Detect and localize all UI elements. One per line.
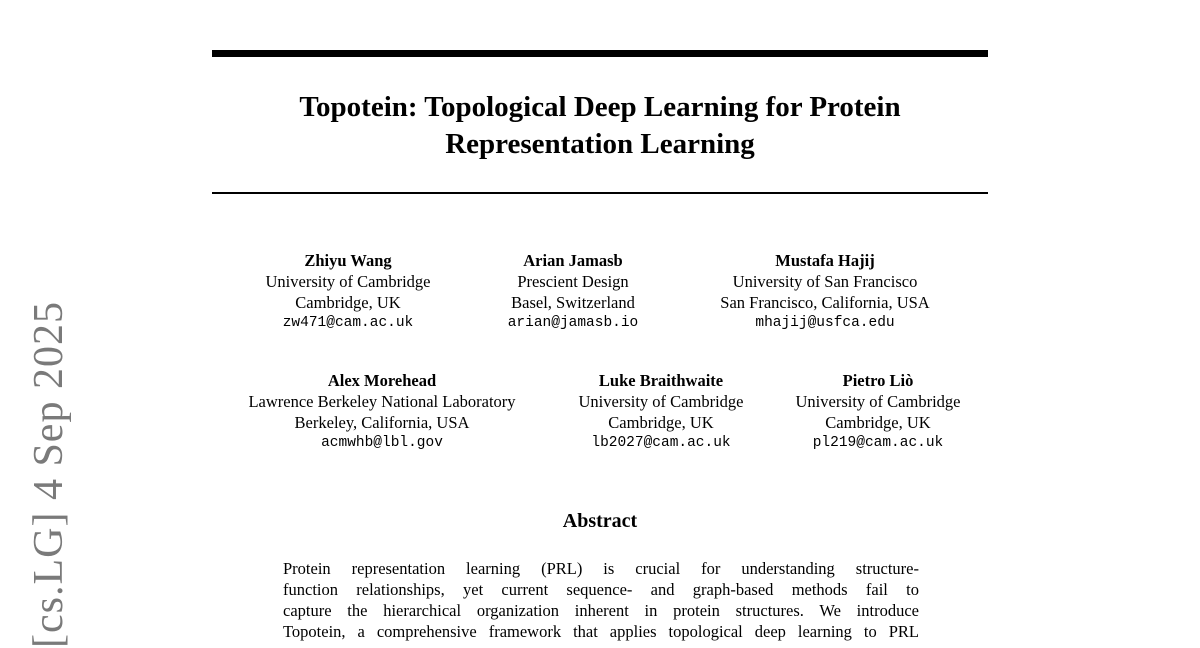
author-location: Cambridge, UK xyxy=(825,413,931,432)
author-name: Mustafa Hajij xyxy=(775,251,875,270)
abstract-heading: Abstract xyxy=(562,510,638,532)
abstract-line: capture the hierarchical organization inherent in protein structures. We introduce xyxy=(283,601,919,620)
author-name: Alex Morehead xyxy=(327,371,437,390)
author-location: Cambridge, UK xyxy=(608,413,714,432)
author-name: Pietro Liò xyxy=(842,371,914,390)
author-email[interactable]: arian@jamasb.io xyxy=(507,315,639,331)
abstract-body xyxy=(283,558,919,642)
author-affiliation: University of Cambridge xyxy=(795,392,961,411)
top-rule xyxy=(212,50,988,57)
author-name: Zhiyu Wang xyxy=(304,251,392,270)
author-name: Arian Jamasb xyxy=(523,251,623,270)
author-location: Basel, Switzerland xyxy=(511,293,635,312)
author-block xyxy=(248,370,515,454)
author-block xyxy=(266,250,431,334)
author-affiliation: Lawrence Berkeley National Laboratory xyxy=(248,392,516,411)
author-location: San Francisco, California, USA xyxy=(720,293,930,312)
abstract-line: Topotein, a comprehensive framework that applies topological deep learning to PRL xyxy=(283,622,919,641)
author-affiliation: University of San Francisco xyxy=(732,272,918,291)
author-block xyxy=(720,250,929,334)
author-email[interactable]: pl219@cam.ac.uk xyxy=(812,435,944,451)
title-line-1: Topotein: Topological Deep Learning for Protein xyxy=(299,91,901,123)
author-email[interactable]: zw471@cam.ac.uk xyxy=(282,315,414,331)
author-name: Luke Braithwaite xyxy=(598,371,724,390)
author-location: Berkeley, California, USA xyxy=(294,413,470,432)
author-block xyxy=(508,250,639,334)
author-email[interactable]: acmwhb@lbl.gov xyxy=(321,435,443,451)
author-location: Cambridge, UK xyxy=(295,293,401,312)
author-block xyxy=(796,370,961,454)
author-affiliation: Prescient Design xyxy=(517,272,629,291)
author-block xyxy=(579,370,744,454)
abstract-line: Protein representation learning (PRL) is crucial for understanding structure- xyxy=(283,559,919,578)
paper-title xyxy=(212,89,988,163)
author-email[interactable]: mhajij@usfca.edu xyxy=(755,315,895,331)
author-email[interactable]: lb2027@cam.ac.uk xyxy=(591,435,731,451)
author-affiliation: University of Cambridge xyxy=(265,272,431,291)
arxiv-stamp: [cs.LG] 4 Sep 2025 xyxy=(26,301,72,648)
abstract-line: function relationships, yet current sequence- and graph-based methods fail to xyxy=(283,580,919,599)
author-affiliation: University of Cambridge xyxy=(578,392,744,411)
title-line-2: Representation Learning xyxy=(445,128,755,160)
title-bottom-rule xyxy=(212,192,988,194)
